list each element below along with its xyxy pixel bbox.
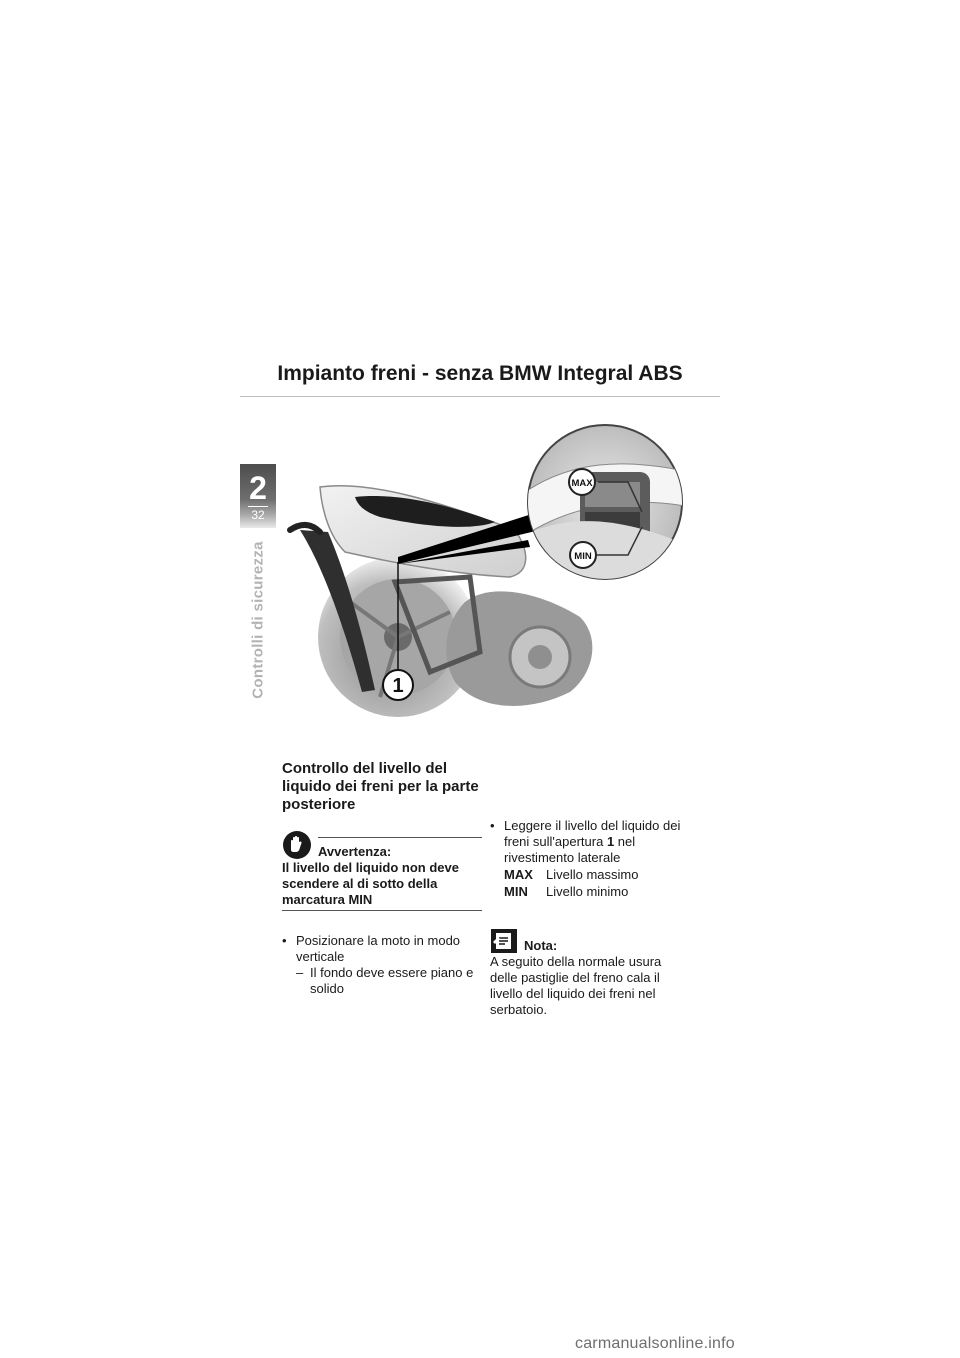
level-value: Livello minimo <box>546 884 629 899</box>
note-title: Nota: <box>524 938 558 953</box>
right-column <box>490 796 690 1018</box>
right-bullet-list <box>490 818 690 866</box>
motorcycle-rear-figure <box>280 412 720 730</box>
callout-number: 1 <box>392 675 404 697</box>
list-item <box>282 933 482 997</box>
warning-box <box>282 830 482 911</box>
warning-title: Avvertenza: <box>318 844 392 859</box>
note-box <box>490 928 690 1018</box>
level-key: MAX <box>504 867 533 882</box>
bullet-ref-number: 1 <box>606 834 615 849</box>
table-row <box>504 883 638 900</box>
list-item <box>490 818 690 866</box>
bullet-text: Posizionare la moto in modo verticale <box>296 933 461 964</box>
max-label: MAX <box>571 478 593 489</box>
left-bullet-list <box>282 933 482 997</box>
page-title: Impianto freni - senza BMW Integral ABS <box>277 362 683 385</box>
title-divider <box>240 396 720 397</box>
bullet-text-after: nel rivestimento laterale <box>504 834 636 865</box>
chapter-number: 2 <box>249 470 267 506</box>
sub-bullet-text: Il fondo deve essere piano e solido <box>310 965 474 996</box>
chapter-divider <box>248 506 268 507</box>
page-number: 32 <box>251 508 265 522</box>
warning-text: Il livello del liquido non deve scendere al di sotto della marcatura MIN <box>282 860 482 911</box>
note-icon <box>490 928 518 954</box>
note-text: A seguito della normale usura delle pastiglie del freno cala il livello del liquido dei freni nel serbatoio. <box>490 954 662 1017</box>
zoom-detail-circle <box>525 425 690 582</box>
table-row <box>504 866 638 883</box>
section-side-label: Controlli di sicurezza <box>249 541 267 699</box>
watermark: carmanualsonline.info <box>575 1335 735 1352</box>
warning-hand-icon <box>282 830 312 860</box>
level-table <box>504 866 638 900</box>
level-value: Livello massimo <box>546 867 639 882</box>
bullet-text-before: Leggere il livello del liquido dei freni sull'apertura <box>504 818 681 849</box>
level-key: MIN <box>504 884 528 899</box>
left-column <box>282 760 482 997</box>
warning-top-rule <box>318 837 482 838</box>
section-heading: Controllo del livello del liquido dei freni per la parte posteriore <box>282 760 479 813</box>
min-label: MIN <box>574 551 592 562</box>
sub-list-item <box>296 965 482 997</box>
